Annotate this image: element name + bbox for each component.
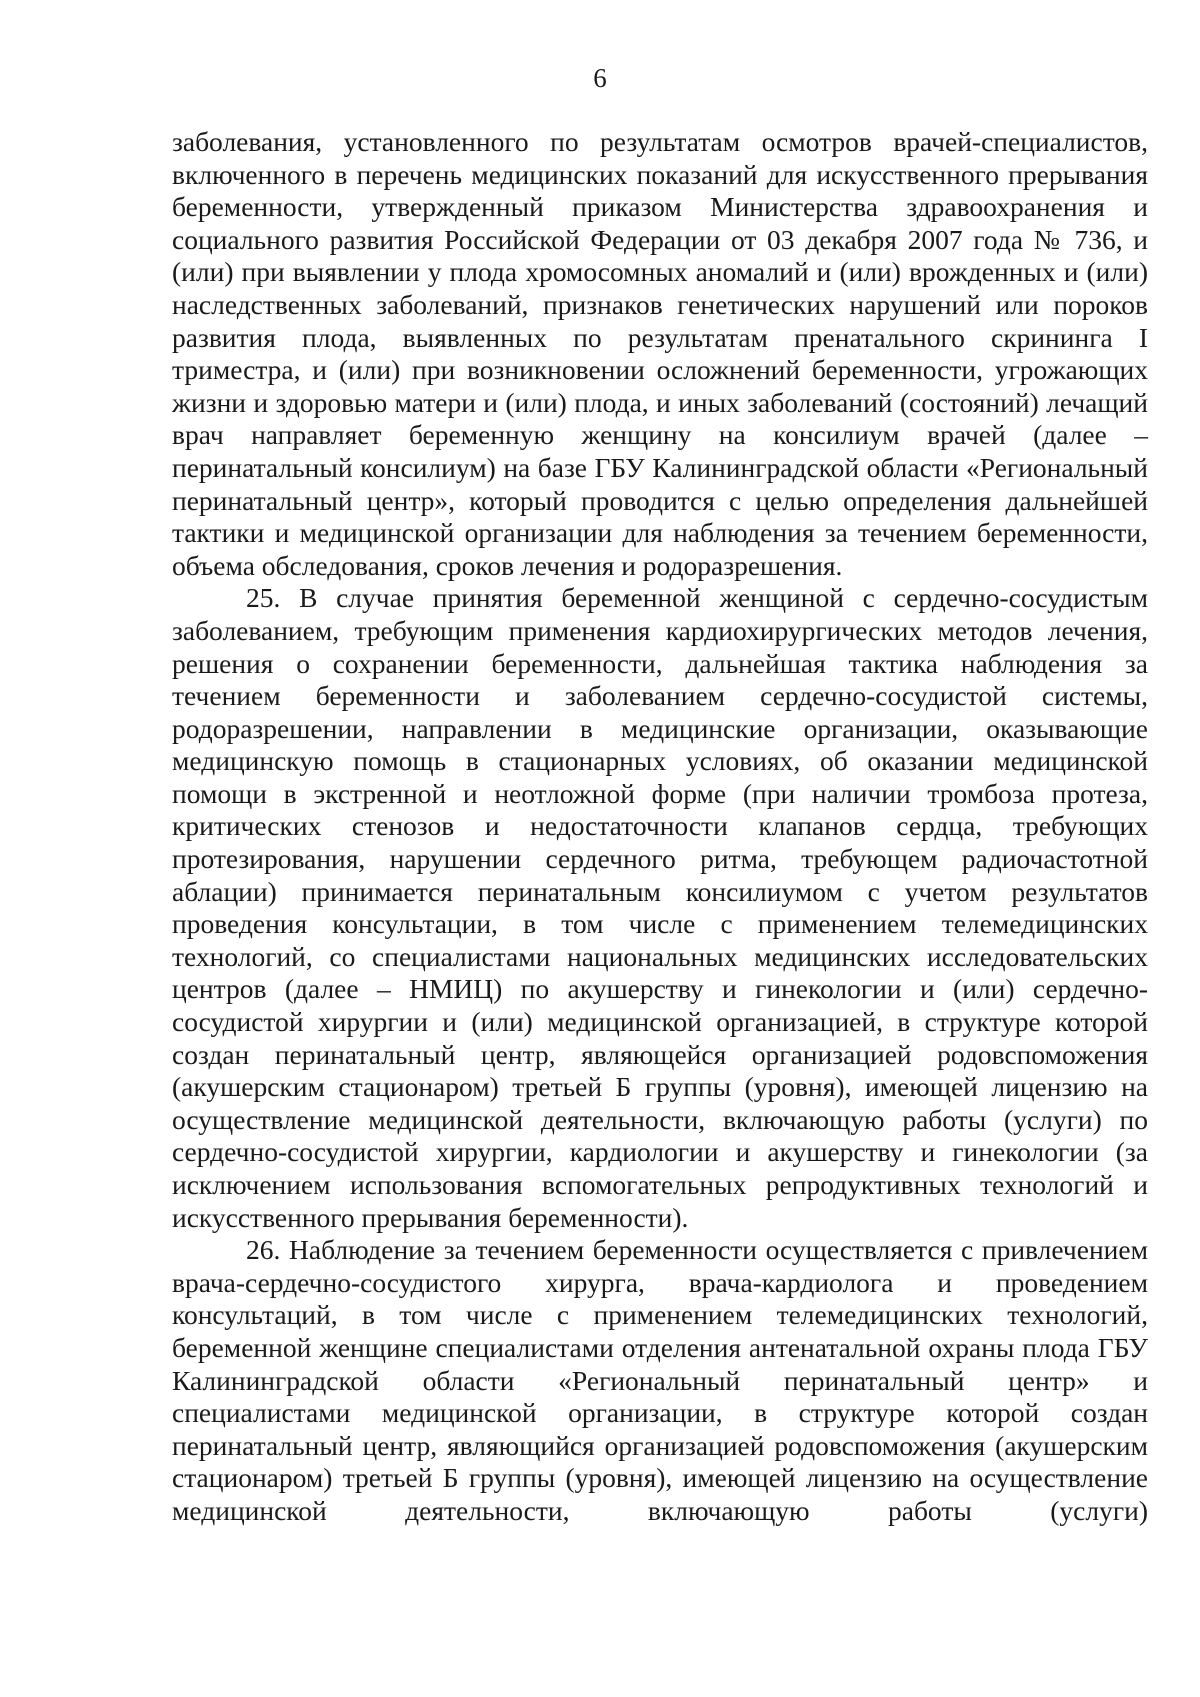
paragraph-continued: заболевания, установленного по результатам осмотров врачей-специалистов, включенного в перечень медицинских показаний для искусственного прерывания беременности, утвержденный приказом Министерства здравоохранения и социального развития Российской Федерации от 03 декабря 2007 года № 736, и (или) при выявлении у плода хромосомных аномалий и (или) врожденных и (или) наследственных заболеваний, признаков генетических нарушений или пороков развития плода, выявленных по результатам пренатального скрининга I триместра, и (или) при возникновении осложнений беременности, угрожающих жизни и здоровью матери и (или) плода, и иных заболеваний (состояний) лечащий врач направляет беременную женщину на консилиум врачей (далее – перинатальный консилиум) на базе ГБУ Калининградской области «Региональный перинатальный центр», который проводится с целью определения дальнейшей тактики и медицинской организации для наблюдения за течением беременности, объема обследования, сроков лечения и родоразрешения. bbox=[172, 126, 1148, 581]
document-body bbox=[172, 126, 1148, 1528]
paragraph-25: 25. В случае принятия беременной женщиной с сердечно-сосудистым заболеванием, требующим применения кардиохирургических методов лечения, решения о сохранении беременности, дальнейшая тактика наблюдения за течением беременности и заболеванием сердечно-сосудистой системы, родоразрешении, направлении в медицинские организации, оказывающие медицинскую помощь в стационарных условиях, об оказании медицинской помощи в экстренной и неотложной форме (при наличии тромбоза протеза, критических стенозов и недостаточности клапанов сердца, требующих протезирования, нарушении сердечного ритма, требующем радиочастотной аблации) принимается перинатальным консилиумом с учетом результатов проведения консультации, в том числе с применением телемедицинских технологий, со специалистами национальных медицинских исследовательских центров (далее – НМИЦ) по акушерству и гинекологии и (или) сердечно-сосудистой хирургии и (или) медицинской организацией, в структуре которой создан перинатальный центр, являющейся организацией родовспоможения (акушерским стационаром) третьей Б группы (уровня), имеющей лицензию на осуществление медицинской деятельности, включающую работы (услуги) по сердечно-сосудистой хирургии, кардиологии и акушерству и гинекологии (за исключением использования вспомогательных репродуктивных технологий и искусственного прерывания беременности). bbox=[172, 582, 1148, 1233]
page-number: 6 bbox=[593, 63, 607, 93]
paragraph-26: 26. Наблюдение за течением беременности осуществляется с привлечением врача-сердечно-сосудистого хирурга, врача-кардиолога и проведением консультаций, в том числе с применением телемедицинских технологий, беременной женщине специалистами отделения антенатальной охраны плода ГБУ Калининградской области «Региональный перинатальный центр» и специалистами медицинской организации, в структуре которой создан перинатальный центр, являющийся организацией родовспоможения (акушерским стационаром) третьей Б группы (уровня), имеющей лицензию на осуществление медицинской деятельности, включающую работы (услуги) bbox=[172, 1234, 1148, 1526]
